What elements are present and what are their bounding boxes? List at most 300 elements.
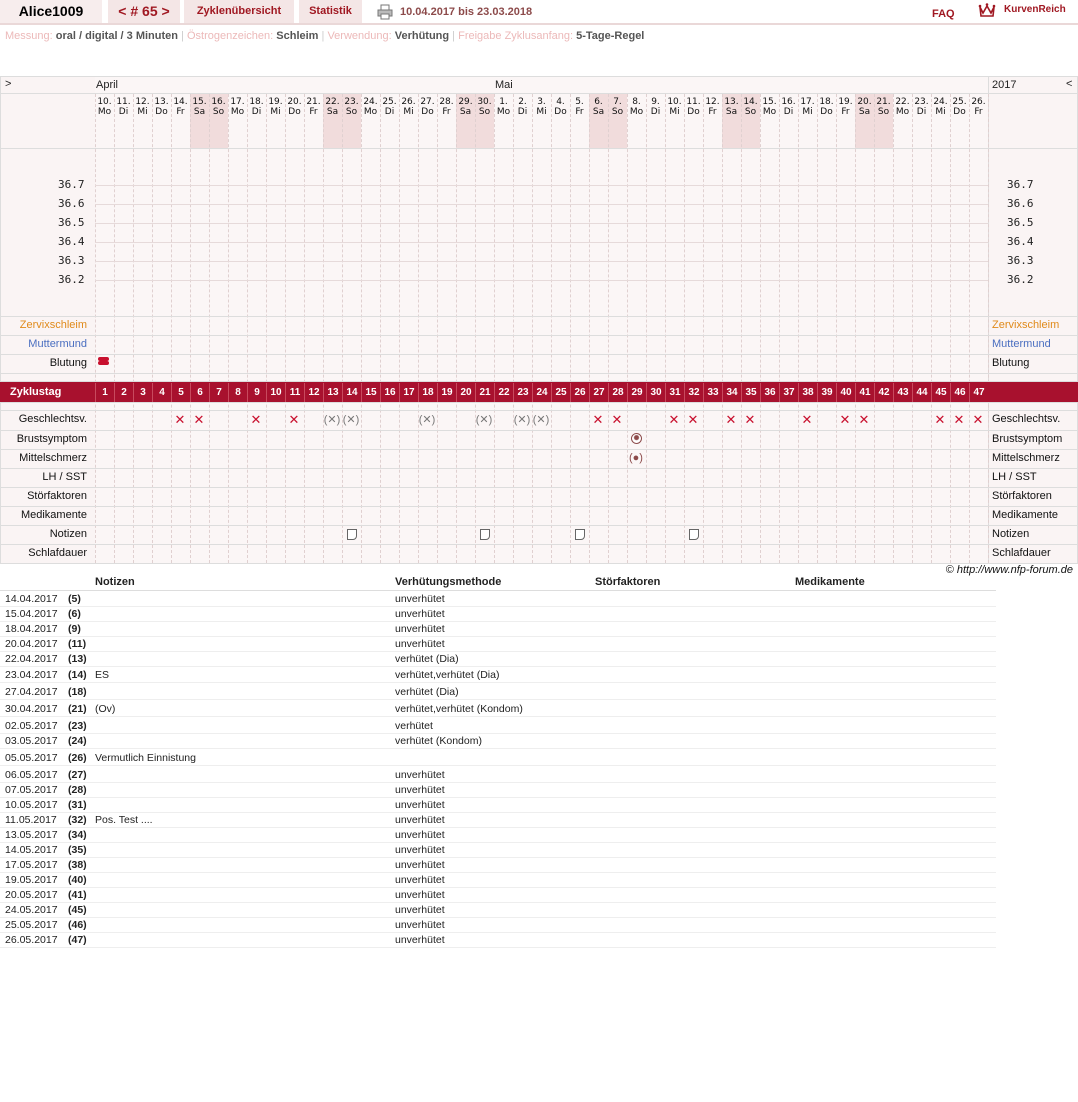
copyright: © http://www.nfp-forum.de bbox=[945, 564, 1073, 576]
row-cycle-day: (5) bbox=[68, 593, 81, 605]
row-cycle-day: (26) bbox=[68, 752, 87, 764]
cycle-day-number: 34 bbox=[722, 383, 741, 402]
chart-next-button[interactable]: < bbox=[1066, 78, 1073, 90]
row-date: 27.04.2017 bbox=[5, 686, 58, 698]
weekday-label: So bbox=[744, 107, 757, 117]
date-label: 9. bbox=[651, 97, 660, 107]
row-method: unverhütet bbox=[395, 919, 445, 931]
temp-label-right: 36.7 bbox=[1007, 178, 1034, 191]
date-label: 30. bbox=[477, 97, 492, 107]
date-label: 7. bbox=[613, 97, 622, 107]
measurement-settings: Messung: oral / digital / 3 Minuten | Östrogenzeichen: Schleim | Verwendung: Verhütung | Freigabe Zyklusanfang: 5-Tage-Regel bbox=[5, 30, 645, 42]
cycle-day-number: 7 bbox=[209, 383, 228, 402]
row-label-midpain: Mittelschmerz bbox=[19, 452, 87, 464]
notes-table-row bbox=[0, 933, 996, 948]
weekday-label: Mi bbox=[270, 107, 281, 117]
row-cycle-day: (41) bbox=[68, 889, 87, 901]
grid-vline bbox=[627, 94, 628, 563]
month-may-label: Mai bbox=[495, 79, 513, 91]
row-label-right-sleep: Schlafdauer bbox=[992, 547, 1051, 559]
breast-symptom-icon bbox=[631, 433, 642, 444]
row-cycle-day: (21) bbox=[68, 703, 87, 715]
note-icon[interactable] bbox=[689, 529, 699, 540]
row-method: unverhütet bbox=[395, 814, 445, 826]
date-label: 12. bbox=[135, 97, 150, 107]
intercourse-x-mark: ✕ bbox=[611, 412, 623, 427]
intercourse-x-mark: ✕ bbox=[250, 412, 262, 427]
cycle-day-number: 42 bbox=[874, 383, 893, 402]
row-date: 15.04.2017 bbox=[5, 608, 58, 620]
row-cycle-day: (23) bbox=[68, 720, 87, 732]
grid-vline bbox=[456, 94, 457, 563]
row-label-right-notes: Notizen bbox=[992, 528, 1030, 540]
row-date: 30.04.2017 bbox=[5, 703, 58, 715]
cycle-day-number: 25 bbox=[551, 383, 570, 402]
temp-label-left: 36.7 bbox=[58, 178, 85, 191]
grid-vline bbox=[475, 94, 476, 563]
intercourse-x-mark: ✕ bbox=[174, 412, 186, 427]
notes-table-row bbox=[0, 873, 996, 888]
tab-cycle-overview[interactable]: Zyklenübersicht bbox=[184, 0, 294, 23]
row-method: unverhütet bbox=[395, 859, 445, 871]
row-cycle-day: (45) bbox=[68, 904, 87, 916]
weekday-label: Di bbox=[650, 107, 661, 117]
grid-vline bbox=[513, 94, 514, 563]
temp-label-right: 36.2 bbox=[1007, 273, 1034, 286]
date-label: 24. bbox=[363, 97, 378, 107]
weekday-label: Mo bbox=[496, 107, 511, 117]
notes-table-row bbox=[0, 828, 996, 843]
grid-hline bbox=[0, 468, 1078, 469]
grid-vline bbox=[684, 94, 685, 563]
cycle-day-number: 3 bbox=[133, 383, 152, 402]
temp-gridline bbox=[95, 223, 988, 224]
row-date: 14.05.2017 bbox=[5, 844, 58, 856]
estrogen-label: Östrogenzeichen: bbox=[186, 30, 274, 42]
date-label: 18. bbox=[249, 97, 264, 107]
weekday-label: So bbox=[212, 107, 225, 117]
row-date: 19.05.2017 bbox=[5, 874, 58, 886]
weekday-label: Do bbox=[421, 107, 434, 117]
measure-value: oral / digital / 3 Minuten bbox=[55, 30, 178, 42]
date-label: 19. bbox=[838, 97, 853, 107]
cycle-day-number: 9 bbox=[247, 383, 266, 402]
notes-table-row bbox=[0, 685, 996, 700]
grid-vline bbox=[266, 94, 267, 563]
grid-hline bbox=[0, 316, 1078, 317]
notes-table-row bbox=[0, 768, 996, 783]
usage-value: Verhütung bbox=[394, 30, 450, 42]
weekday-label: Fr bbox=[841, 107, 850, 117]
row-date: 02.05.2017 bbox=[5, 720, 58, 732]
cycle-day-number: 8 bbox=[228, 383, 247, 402]
chart-prev-button[interactable]: > bbox=[5, 78, 12, 90]
grid-vline bbox=[608, 94, 609, 563]
cycle-day-number: 22 bbox=[494, 383, 513, 402]
row-note: Pos. Test .... bbox=[95, 814, 153, 826]
intercourse-x-mark: ✕ bbox=[592, 412, 604, 427]
row-cycle-day: (24) bbox=[68, 735, 87, 747]
row-method: verhütet (Dia) bbox=[395, 653, 459, 665]
grid-vline bbox=[304, 94, 305, 563]
weekday-label: Fr bbox=[442, 107, 451, 117]
temp-label-left: 36.5 bbox=[58, 216, 85, 229]
notes-table-row bbox=[0, 719, 996, 734]
row-cycle-day: (11) bbox=[68, 638, 87, 650]
grid-hline bbox=[0, 563, 1078, 564]
date-label: 14. bbox=[173, 97, 188, 107]
notes-column-header: Medikamente bbox=[795, 576, 865, 588]
cycle-day-number: 45 bbox=[931, 383, 950, 402]
weekday-label: So bbox=[877, 107, 890, 117]
row-date: 07.05.2017 bbox=[5, 784, 58, 796]
grid-vline bbox=[380, 94, 381, 563]
weekday-label: So bbox=[345, 107, 358, 117]
date-label: 14. bbox=[743, 97, 758, 107]
date-label: 20. bbox=[857, 97, 872, 107]
temp-gridline bbox=[95, 280, 988, 281]
row-cycle-day: (18) bbox=[68, 686, 87, 698]
date-label: 8. bbox=[632, 97, 641, 107]
row-label-meds: Medikamente bbox=[20, 509, 87, 521]
grid-hline bbox=[0, 373, 1078, 374]
cycle-day-number: 23 bbox=[513, 383, 532, 402]
row-date: 24.05.2017 bbox=[5, 904, 58, 916]
month-april-label: April bbox=[96, 79, 119, 91]
notes-table-row bbox=[0, 813, 996, 828]
row-date: 13.05.2017 bbox=[5, 829, 58, 841]
temp-label-left: 36.2 bbox=[58, 273, 85, 286]
row-cycle-day: (6) bbox=[68, 608, 81, 620]
temp-gridline bbox=[95, 261, 988, 262]
date-label: 4. bbox=[556, 97, 565, 107]
faq-link[interactable]: FAQ bbox=[932, 8, 955, 20]
weekday-label: Sa bbox=[459, 107, 472, 117]
date-label: 28. bbox=[439, 97, 454, 107]
grid-hline bbox=[0, 525, 1078, 526]
grid-vline bbox=[817, 94, 818, 563]
date-label: 25. bbox=[382, 97, 397, 107]
date-label: 10. bbox=[97, 97, 112, 107]
weekday-label: Mo bbox=[629, 107, 644, 117]
row-method: unverhütet bbox=[395, 874, 445, 886]
weekday-label: Do bbox=[820, 107, 833, 117]
date-label: 6. bbox=[594, 97, 603, 107]
date-label: 21. bbox=[306, 97, 321, 107]
row-method: verhütet,verhütet (Dia) bbox=[395, 669, 500, 681]
date-label: 19. bbox=[268, 97, 283, 107]
row-cycle-day: (31) bbox=[68, 799, 87, 811]
date-label: 29. bbox=[458, 97, 473, 107]
grid-hline bbox=[0, 354, 1078, 355]
row-date: 11.05.2017 bbox=[5, 814, 57, 826]
row-method: unverhütet bbox=[395, 593, 445, 605]
grid-vline bbox=[285, 94, 286, 563]
grid-vline bbox=[342, 94, 343, 563]
cycle-day-number: 38 bbox=[798, 383, 817, 402]
cycle-day-number: 5 bbox=[171, 383, 190, 402]
cycle-day-number: 11 bbox=[285, 383, 304, 402]
grid-vline bbox=[570, 94, 571, 563]
intercourse-x-mark: ✕ bbox=[839, 412, 851, 427]
cycle-day-number: 24 bbox=[532, 383, 551, 402]
cycle-day-number: 27 bbox=[589, 383, 608, 402]
row-label-right-cervix: Zervixschleim bbox=[992, 319, 1060, 331]
date-label: 16. bbox=[211, 97, 226, 107]
measure-label: Messung: bbox=[5, 30, 53, 42]
user-name: Alice1009 bbox=[0, 0, 102, 23]
grid-vline bbox=[437, 94, 438, 563]
cycle-day-number: 10 bbox=[266, 383, 285, 402]
temp-label-right: 36.3 bbox=[1007, 254, 1034, 267]
grid-hline bbox=[0, 544, 1078, 545]
row-label-right-disturb: Störfaktoren bbox=[992, 490, 1052, 502]
weekday-label: Di bbox=[251, 107, 262, 117]
intercourse-protected-mark: (✕) bbox=[418, 414, 436, 426]
weekday-label: Do bbox=[288, 107, 301, 117]
date-label: 1. bbox=[499, 97, 508, 107]
weekday-label: Sa bbox=[592, 107, 605, 117]
row-label-right-intercourse: Geschlechtsv. bbox=[992, 413, 1061, 425]
grid-vline bbox=[931, 94, 932, 563]
date-label: 15. bbox=[762, 97, 777, 107]
weekday-label: Mo bbox=[230, 107, 245, 117]
row-label-disturb: Störfaktoren bbox=[27, 490, 87, 502]
estrogen-value: Schleim bbox=[276, 30, 319, 42]
weekday-label: Sa bbox=[725, 107, 738, 117]
row-label-right-lh: LH / SST bbox=[992, 471, 1037, 483]
date-label: 25. bbox=[952, 97, 967, 107]
notes-table-row bbox=[0, 888, 996, 903]
grid-hline bbox=[0, 430, 1078, 431]
row-cycle-day: (40) bbox=[68, 874, 87, 886]
grid-hline bbox=[0, 93, 1078, 94]
cycle-day-number: 39 bbox=[817, 383, 836, 402]
date-label: 24. bbox=[933, 97, 948, 107]
weekday-label: Do bbox=[554, 107, 567, 117]
grid-vline bbox=[741, 94, 742, 563]
row-label-right-cervix_os: Muttermund bbox=[992, 338, 1051, 350]
row-cycle-day: (46) bbox=[68, 919, 87, 931]
grid-hline bbox=[0, 449, 1078, 450]
temp-label-left: 36.6 bbox=[58, 197, 85, 210]
notes-table-row bbox=[0, 652, 996, 667]
row-method: unverhütet bbox=[395, 784, 445, 796]
weekday-label: Do bbox=[155, 107, 168, 117]
date-range: 10.04.2017 bis 23.03.2018 bbox=[400, 6, 533, 18]
weekday-label: Fr bbox=[575, 107, 584, 117]
row-note: Vermutlich Einnistung bbox=[95, 752, 196, 764]
row-date: 26.05.2017 bbox=[5, 934, 58, 946]
row-cycle-day: (34) bbox=[68, 829, 87, 841]
grid-hline bbox=[0, 335, 1078, 336]
weekday-label: Fr bbox=[974, 107, 983, 117]
weekday-label: Di bbox=[783, 107, 794, 117]
date-label: 17. bbox=[800, 97, 815, 107]
cycle-day-number: 32 bbox=[684, 383, 703, 402]
cycle-day-number: 36 bbox=[760, 383, 779, 402]
notes-table-row bbox=[0, 702, 996, 717]
grid-vline bbox=[779, 94, 780, 563]
row-label-breast: Brustsymptom bbox=[16, 433, 87, 445]
row-method: unverhütet bbox=[395, 608, 445, 620]
notes-table-row bbox=[0, 903, 996, 918]
grid-hline bbox=[0, 76, 1078, 77]
grid-vline bbox=[988, 94, 989, 563]
weekday-label: So bbox=[478, 107, 491, 117]
cycle-day-number: 43 bbox=[893, 383, 912, 402]
row-label-cervix: Zervixschleim bbox=[19, 319, 87, 331]
weekday-label: Fr bbox=[309, 107, 318, 117]
grid-vline bbox=[798, 94, 799, 563]
tab-statistics[interactable]: Statistik bbox=[299, 0, 362, 23]
intercourse-protected-mark: (✕) bbox=[323, 414, 341, 426]
row-method: unverhütet bbox=[395, 844, 445, 856]
cycle-day-number: 13 bbox=[323, 383, 342, 402]
notes-column-header: Verhütungsmethode bbox=[395, 576, 502, 588]
weekday-label: Sa bbox=[193, 107, 206, 117]
row-date: 20.05.2017 bbox=[5, 889, 58, 901]
intercourse-x-mark: ✕ bbox=[934, 412, 946, 427]
weekday-label: Di bbox=[916, 107, 927, 117]
notes-column-header: Notizen bbox=[95, 576, 135, 588]
grid-vline bbox=[836, 94, 837, 563]
weekday-label: Mi bbox=[137, 107, 148, 117]
intercourse-x-mark: ✕ bbox=[953, 412, 965, 427]
release-label: Freigabe Zyklusanfang: bbox=[458, 30, 574, 42]
row-label-notes: Notizen bbox=[49, 528, 87, 540]
notes-table-row bbox=[0, 858, 996, 873]
row-method: unverhütet bbox=[395, 889, 445, 901]
row-label-lh: LH / SST bbox=[42, 471, 87, 483]
grid-vline bbox=[646, 94, 647, 563]
weekday-label: Mo bbox=[97, 107, 112, 117]
row-date: 14.04.2017 bbox=[5, 593, 58, 605]
row-label-right-bleeding: Blutung bbox=[992, 357, 1030, 369]
row-date: 10.05.2017 bbox=[5, 799, 58, 811]
date-label: 22. bbox=[325, 97, 340, 107]
temp-label-left: 36.3 bbox=[58, 254, 85, 267]
weekday-label: So bbox=[611, 107, 624, 117]
grid-hline bbox=[0, 487, 1078, 488]
row-cycle-day: (35) bbox=[68, 844, 87, 856]
intercourse-x-mark: ✕ bbox=[972, 412, 984, 427]
cycle-navigator[interactable]: < # 65 > bbox=[108, 0, 180, 23]
cycle-day-number: 41 bbox=[855, 383, 874, 402]
notes-table-row bbox=[0, 751, 996, 766]
grid-vline bbox=[361, 94, 362, 563]
grid-vline bbox=[893, 94, 894, 563]
cycle-day-number: 28 bbox=[608, 383, 627, 402]
row-date: 25.05.2017 bbox=[5, 919, 58, 931]
temp-label-right: 36.6 bbox=[1007, 197, 1034, 210]
row-method: unverhütet bbox=[395, 769, 445, 781]
grid-vline bbox=[950, 94, 951, 563]
notes-table-row bbox=[0, 843, 996, 858]
intercourse-protected-mark: (✕) bbox=[532, 414, 550, 426]
weekday-label: Mi bbox=[669, 107, 680, 117]
grid-vline bbox=[703, 94, 704, 563]
date-label: 17. bbox=[230, 97, 245, 107]
grid-hline bbox=[0, 148, 1078, 149]
date-label: 26. bbox=[401, 97, 416, 107]
date-label: 10. bbox=[667, 97, 682, 107]
row-date: 03.05.2017 bbox=[5, 735, 58, 747]
row-cycle-day: (13) bbox=[68, 653, 87, 665]
intercourse-x-mark: ✕ bbox=[744, 412, 756, 427]
midpain-icon: (●) bbox=[629, 452, 643, 464]
notes-table-row bbox=[0, 783, 996, 798]
date-label: 5. bbox=[575, 97, 584, 107]
cycle-day-number: 44 bbox=[912, 383, 931, 402]
usage-label: Verwendung: bbox=[327, 30, 392, 42]
grid-vline bbox=[665, 94, 666, 563]
cycle-day-number: 18 bbox=[418, 383, 437, 402]
temp-gridline bbox=[95, 204, 988, 205]
notes-table-row bbox=[0, 668, 996, 683]
intercourse-x-mark: ✕ bbox=[858, 412, 870, 427]
cycle-day-label: Zyklustag bbox=[10, 386, 62, 398]
grid-vline bbox=[95, 94, 96, 563]
grid-vline bbox=[589, 94, 590, 563]
cycle-day-number: 30 bbox=[646, 383, 665, 402]
row-method: verhütet bbox=[395, 720, 433, 732]
grid-vline bbox=[399, 94, 400, 563]
notes-table-row bbox=[0, 798, 996, 813]
bleeding-mark bbox=[98, 357, 109, 361]
temp-label-right: 36.4 bbox=[1007, 235, 1034, 248]
brand-name: KurvenReich bbox=[1004, 4, 1066, 15]
row-label-intercourse: Geschlechtsv. bbox=[18, 413, 87, 425]
row-date: 20.04.2017 bbox=[5, 638, 58, 650]
grid-vline bbox=[209, 94, 210, 563]
row-date: 06.05.2017 bbox=[5, 769, 58, 781]
row-method: verhütet (Dia) bbox=[395, 686, 459, 698]
row-method: unverhütet bbox=[395, 623, 445, 635]
weekday-label: Do bbox=[687, 107, 700, 117]
date-label: 23. bbox=[344, 97, 359, 107]
date-label: 16. bbox=[781, 97, 796, 107]
notes-table-row bbox=[0, 622, 996, 637]
row-label-right-meds: Medikamente bbox=[992, 509, 1059, 521]
notes-table-row bbox=[0, 637, 996, 652]
grid-vline bbox=[874, 94, 875, 563]
grid-hline bbox=[0, 506, 1078, 507]
row-cycle-day: (27) bbox=[68, 769, 87, 781]
note-icon[interactable] bbox=[347, 529, 357, 540]
notes-table-header bbox=[0, 576, 996, 591]
row-method: unverhütet bbox=[395, 638, 445, 650]
weekday-label: Sa bbox=[326, 107, 339, 117]
date-label: 23. bbox=[914, 97, 929, 107]
grid-vline bbox=[912, 94, 913, 563]
cycle-day-number: 40 bbox=[836, 383, 855, 402]
grid-vline bbox=[551, 94, 552, 563]
note-icon[interactable] bbox=[480, 529, 490, 540]
intercourse-protected-mark: (✕) bbox=[513, 414, 531, 426]
cycle-day-number: 1 bbox=[95, 383, 114, 402]
weekday-label: Mi bbox=[536, 107, 547, 117]
temp-gridline bbox=[95, 185, 988, 186]
row-cycle-day: (9) bbox=[68, 623, 81, 635]
row-method: unverhütet bbox=[395, 934, 445, 946]
notes-table-row bbox=[0, 734, 996, 749]
weekday-label: Fr bbox=[708, 107, 717, 117]
grid-vline bbox=[855, 94, 856, 563]
cycle-day-number: 29 bbox=[627, 383, 646, 402]
note-icon[interactable] bbox=[575, 529, 585, 540]
cycle-day-number: 15 bbox=[361, 383, 380, 402]
